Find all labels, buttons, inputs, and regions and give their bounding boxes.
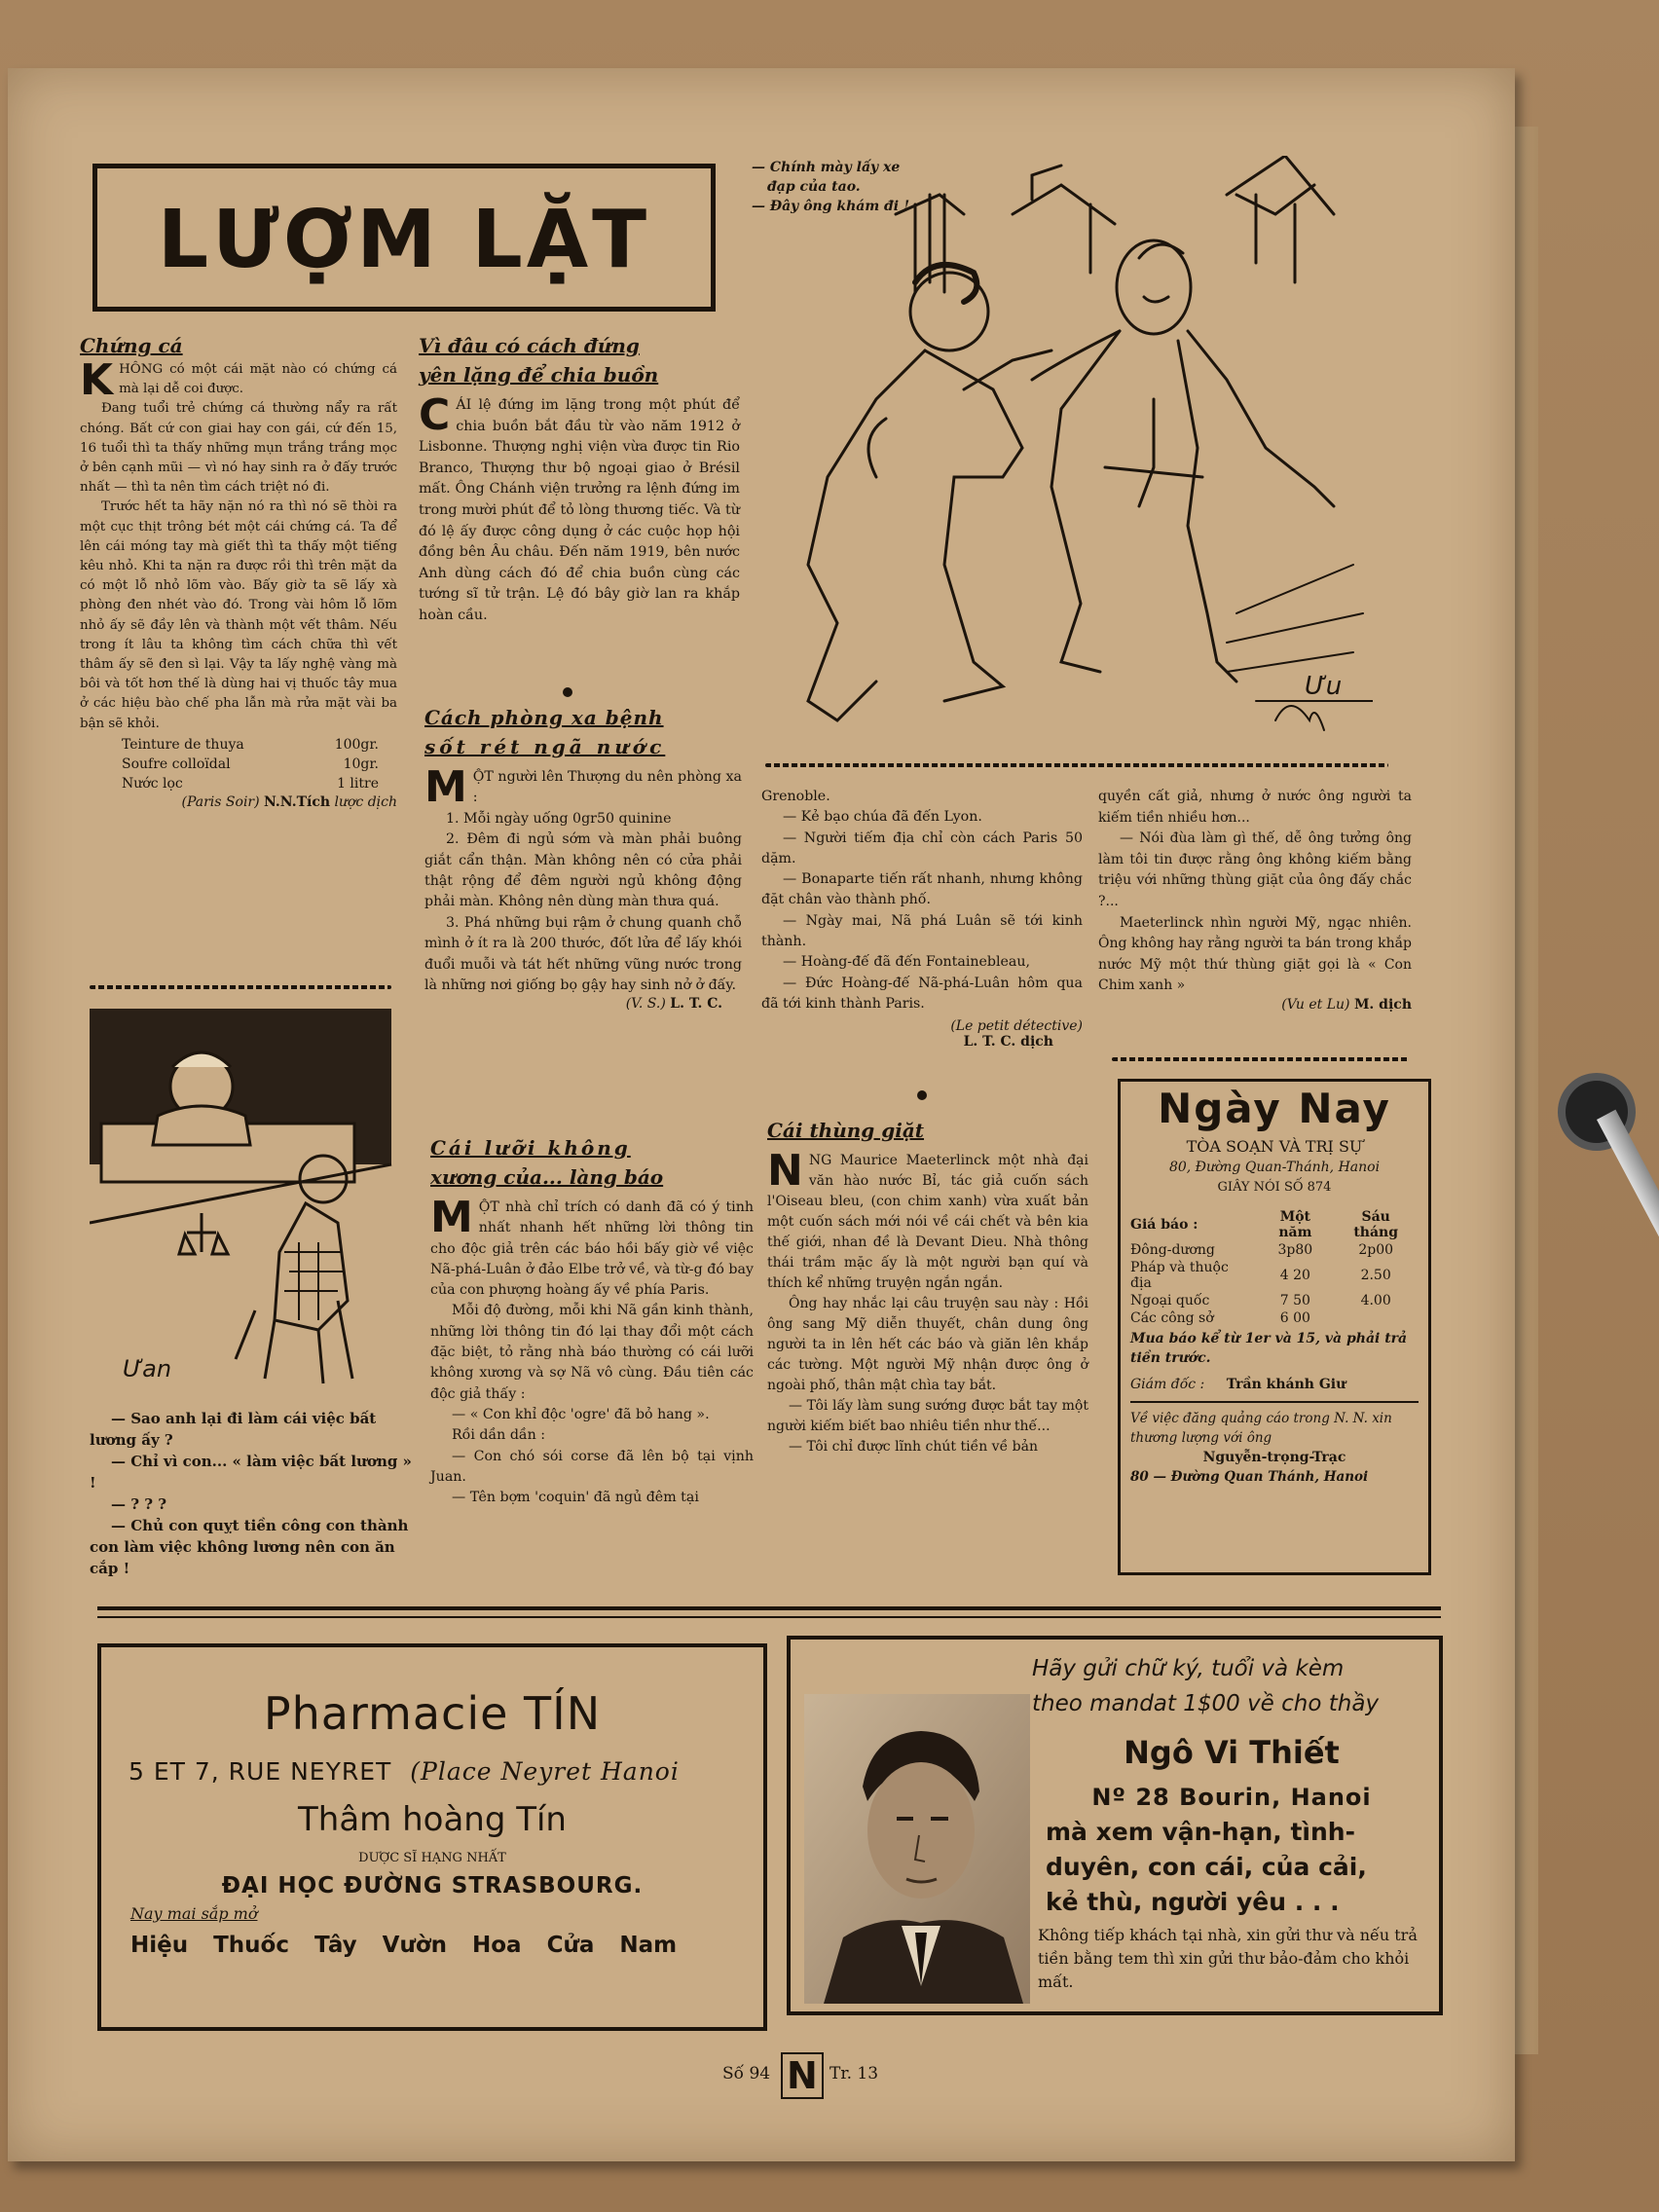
paragraph: Maeterlinck nhìn người Mỹ, ngạc nhiên. Ông không hay rằng người ta bán trong khắp nước Mỹ một thứ thùng giặt gọi là « Con Chim xanh » [1098,914,1412,994]
article-title: Cái thùng giặt [767,1119,925,1142]
dropcap: M [424,762,467,812]
paragraph: — « Con khỉ độc 'ogre' đã bỏ hang ». [452,1406,710,1422]
paragraph: Grenoble. [761,789,830,804]
paragraph: — Tôi chỉ được lĩnh chút tiền về bản [789,1439,1038,1455]
article-body [430,1193,754,1508]
service-line: mà xem vận-hạn, tình- [1046,1818,1355,1846]
paragraph: NG Maurice Maeterlinck một nhà đại văn hào nước Bỉ, tác giả cuốn sách l'Oiseau bleu, (con chim xanh) vừa xuất bản một cuốn sách mới nói về cái chết và bên kia thế giới, nhan đề là Devant Dieu. Nhà thông thái trầm mặc ấy là một người bạn quí và thích kể những truyện ngắn ngắn. [767,1153,1088,1291]
price-cell: 7 50 [1279,1293,1310,1309]
price-row [1126,1309,1419,1327]
source: (Le petit détective) [950,1018,1083,1035]
article-cai-luoi-continued [761,787,1083,1050]
ad-intro-line: Hãy gửi chữ ký, tuổi và kèm [1032,1656,1345,1681]
section-bullet [917,1090,927,1100]
article-title: xương của... làng báo [430,1165,664,1189]
pharmacie-ad [97,1643,767,2031]
price-row [1126,1259,1419,1292]
pharmacist-title: DƯỢC SĨ HẠNG NHẤT [358,1851,506,1865]
price-header [1126,1208,1419,1241]
director-name: Trần khánh Giư [1226,1377,1346,1392]
source: (Vu et Lu) [1281,996,1350,1013]
list-item: 3. Phá những bụi rậm ở chung quanh chỗ mình ở ít ra là 200 thước, đốt lửa để lấy khói đuổi muỗi và tát hết những vũng nước trong là những nơi giống bọ gậy hay sinh nở ở đấy. [424,914,742,994]
price-cell: Đông-dương [1130,1242,1215,1258]
bottom-separator [97,1606,1441,1610]
list-item: 2. Đêm đi ngủ sớm và màn phải buông giắt cẩn thận. Màn không nên có cửa phải thật rộng để đêm người ngủ không động phải màn. Không nên dùng màn thưa quá. [424,831,742,910]
phone-number: GIÂY NÓI SỐ 874 [1217,1180,1332,1195]
price-row [1126,1292,1419,1309]
cartoon-signature: Ưu [1305,672,1343,701]
article-body [1098,787,1412,997]
source: (Paris Soir) [181,793,260,810]
paragraph: — Ngày mai, Nã phá Luân sẽ tới kinh thành. [761,912,1083,950]
judge-signature: Ưan [123,1355,172,1382]
paragraph: HÔNG có một cái mặt nào có chứng cá mà lại dễ coi được. [119,362,397,397]
article-phong-benh [424,703,742,1012]
list-item: 1. Mỗi ngày uống 0gr50 quinine [446,810,672,827]
office-address: 80, Đường Quan-Thánh, Hanoi [1168,1160,1381,1175]
pharmacy-address-note: (Place Neyret Hanoi [410,1757,680,1786]
article-body [761,787,1083,1014]
pharmacist-school: ĐẠI HỌC ĐƯỜNG STRASBOURG. [221,1873,644,1899]
article-vi-dau [419,331,740,627]
paragraph: Ông hay nhắc lại câu truyện sau này : Hồi ông sang Mỹ diễn thuyết, chân dung ông người ta in lên hết các báo và giăn lên khắp các tường. Một người Mỹ nhận được ông ở ngoài phố, thân mật chìa tay bắt. [767,1296,1088,1393]
price-row [1126,1241,1419,1259]
ngay-nay-box [1118,1079,1431,1575]
director-label: Giám đốc : [1130,1377,1205,1392]
price-cell: Pháp và thuộc địa [1130,1260,1229,1291]
dropcap: M [430,1193,473,1242]
office-label: TÒA SOẠN VÀ TRỊ SỰ [1186,1137,1363,1156]
paragraph: ỘT nhà chỉ trích có danh đã có ý tinh nhất nhanh hết những lời thông tin cho độc giả trên các báo hồi bấy giờ về việc Nã-phá-Luân ở đảo Elbe trở về, và từ-g đó bay của con phượng hoàng ấy về phía Paris. [430,1199,754,1299]
paragraph: Đang tuổi trẻ chứng cá thường nẩy ra rất chóng. Bất cứ con giai hay con gái, cứ đến 15, 16 tuổi thì ta thấy những mụn trắng trắng mọc ở bên cạnh mũi — vì nó hay sinh ra ở đấy trước nhất — thì ta nên tìm cách triệt nó đi. [80,401,397,496]
author: M. dịch [1353,996,1412,1013]
fortune-teller-ad [787,1636,1443,2015]
article-title: Chứng cá [80,334,183,357]
article-byline [1098,997,1412,1013]
article-thung-giat-continued [1098,787,1412,1013]
judge-cartoon [90,1009,396,1388]
price-table [1126,1208,1419,1327]
paragraph: ỘT người lên Thượng du nên phòng xa : [472,769,742,806]
price-header-cell: Một năm [1278,1209,1312,1240]
bottom-separator [97,1616,1441,1618]
article-title: Vì đâu có cách đứng [419,334,640,357]
article-title: yên lặng để chia buồn [419,363,659,387]
ad-note: Không tiếp khách tại nhà, xin gửi thư và nếu trả tiền bằng tem thì xin gửi thư bảo-đảm cho khỏi mất. [1038,1926,1418,1991]
paragraph: Rồi dần dần : [452,1427,546,1444]
paragraph: — Hoàng-đế đã đến Fontainebleau, [783,954,1031,971]
article-thung-giat [767,1116,1088,1457]
price-cell [1333,1309,1419,1327]
recipe-row [121,736,380,754]
price-cell: 6 00 [1279,1310,1310,1326]
ad-address: 80 — Đường Quan Thánh, Hanoi [1130,1469,1369,1485]
portrait-photo [804,1694,1030,2004]
price-cell: Ngoại quốc [1130,1293,1210,1309]
paragraph: — Con chó sói corse đã lên bộ tại vịnh Juan. [430,1448,754,1485]
caption-line: — Đây ông khám đi ! [752,199,910,214]
recipe-row [121,775,380,793]
service-line: duyên, con cái, của cải, [1046,1853,1367,1881]
author: L. T. C. dịch [963,1034,1053,1051]
article-body [419,390,740,627]
recipe-qty: 1 litre [337,775,379,792]
price-header-cell: Giá báo : [1130,1217,1198,1233]
paragraph: — Người tiếm địa chỉ còn cách Paris 50 dặm. [761,830,1083,866]
recipe-table [119,734,382,794]
judge-dialogue [90,1408,417,1579]
ngay-nay-logo: N [781,2052,824,2099]
subscribe-note: Mua báo kể từ 1er và 15, và phải trả tiền trước. [1130,1331,1408,1366]
dialogue-line: — Chủ con quỵt tiền công con thành con làm việc không lương nên con ăn cắp ! [90,1517,409,1577]
article-body [767,1146,1088,1457]
ad-intro [1032,1651,1431,1721]
caption-line: — Chính mày lấy xe [752,160,901,175]
article-body [424,762,742,996]
article-byline [80,794,397,810]
pharmacy-name: Pharmacie TÍN [263,1687,602,1740]
paragraph: — Nói đùa làm gì thế, dễ ông tưởng ông làm tôi tin được rằng ông không kiếm bằng triệu với những thùng giặt của ông đấy chắc ?... [1098,830,1412,909]
paragraph: Mỗi độ đường, mỗi khi Nã gần kinh thành, những lời thông tin đó lại thay đổi một cách đặc biệt, tỏ rằng nhà báo thường có cái lưỡi không xương và sợ Nã vô cùng. Đầu tiên các độc giả thấy : [430,1303,754,1402]
dropcap: K [80,355,114,405]
page-number: Tr. 13 [830,2064,879,2083]
recipe-name: Teinture de thuya [122,736,244,753]
paragraph: quyền cất giả, nhưng ở nước ông người ta kiếm tiền nhiều hơn... [1098,789,1412,826]
director-line [1130,1374,1419,1395]
cartoon-illustration [769,156,1373,750]
branch-name: Hiệu Thuốc Tây Vườn Hoa Cửa Nam [130,1933,678,1958]
paragraph: — Bonaparte tiến rất nhanh, nhưng không đặt chân vào thành phố. [761,871,1083,908]
masthead-box [92,164,716,312]
byline-note: lược dịch [334,793,397,810]
price-cell: 2.50 [1360,1268,1391,1283]
paragraph: Trước hết ta hãy nặn nó ra thì nó sẽ thòi ra một cục thịt trông bét một cái chứng cá. Ta để lên cái móng tay mà giết thì ta thấy một tiếng kêu nhỏ. Khi ta nặn ra được rồi thì trên mặt da có một lỗ nhỏ lõm vào. Bấy giờ ta sẽ lấy xà phòng đen nhét vào đó. Trong vài hôm lỗ lõm nhỏ ấy sẽ đầy lên và thành một vết thâm. Nếu trong ít lâu ta không tìm cách chữa thì vết thâm ấy sẽ đen sì lại. Vậy ta lấy nghệ vàng mà bôi và tốt hơn thế là dùng hai vị thuốc tây mua ở các hiệu bào chế pha lẫn mà rửa mặt vài ba bận sẽ khỏi. [80,499,397,731]
ngay-nay-title: Ngày Nay [1158,1085,1391,1132]
service-line: kẻ thù, người yêu . . . [1046,1888,1340,1916]
article-title: Cái lưỡi không [430,1136,631,1160]
dropcap: C [419,390,451,440]
paragraph: — Tên bợm 'coquin' đã ngủ đêm tại [452,1490,699,1506]
price-cell: 4 20 [1279,1268,1310,1283]
services [1046,1815,1435,1920]
column-divider [765,763,1388,767]
pharmacist-name: Thâm hoàng Tín [298,1800,567,1839]
caption-line: đạp của tao. [767,179,861,195]
issue-number: Số 94 [722,2064,771,2083]
article-byline [424,996,722,1012]
recipe-qty: 100gr. [334,736,379,753]
price-cell: 2p00 [1358,1242,1394,1258]
opening-soon: Nay mai sắp mở [130,1904,258,1923]
dialogue-line: — ? ? ? [111,1495,167,1513]
dialogue-line: — Sao anh lại đi làm cái việc bất lương ấy ? [90,1410,377,1449]
paragraph: — Kẻ bạo chúa đã đến Lyon. [783,809,982,826]
dropcap: N [767,1146,803,1196]
article-chung-ca [80,331,397,810]
recipe-row [121,756,380,773]
section-bullet [563,687,572,697]
ad-contact: Nguyễn-trọng-Trạc [1202,1450,1346,1465]
pharmacy-address-line [129,1754,763,1789]
price-header-cell: Sáu tháng [1353,1209,1399,1240]
article-title: sốt rét ngã nước [424,735,666,758]
recipe-qty: 10gr. [343,756,379,772]
fortune-teller-name: Ngô Vi Thiết [1124,1734,1340,1771]
price-cell: Các công sở [1130,1310,1214,1326]
author: N.N.Tích [264,793,331,810]
page-footer [722,2054,898,2097]
price-cell: 3p80 [1277,1242,1313,1258]
paragraph: ÁI lệ đứng im lặng trong một phút để chia buồn bắt đầu từ vào năm 1912 ở Lisbonne. Thượng nghị viện vừa được tin Rio Branco, Thượng thư bộ ngoại giao ở Brésil mất. Ông Chánh viện trưởng ra lệnh đứng im trong mười phút để tỏ lòng thương tiếc. Và từ đó lệ ấy được công dụng ở các cuộc họp hội đồng bên Âu châu. Đến năm 1919, bên nước Anh dùng cách đó để chia buồn cùng các tướng sĩ tử trận. Lệ đó bây giờ lan ra khắp hoàn cầu. [419,397,740,623]
fortune-teller-address: Nº 28 Bourin, Hanoi [1091,1784,1372,1811]
price-cell: 4.00 [1360,1293,1391,1309]
source: (V. S.) [625,996,666,1013]
ad-note: Về việc đăng quảng cáo trong N. N. xin thương lượng với ông [1130,1411,1392,1446]
paragraph: — Đức Hoàng-đế Nã-phá-Luân hôm qua đã tới kinh thành Paris. [761,975,1083,1012]
recipe-name: Nước lọc [122,775,183,792]
article-cai-luoi [430,1133,754,1508]
dialogue-line: — Chỉ vì con... « làm việc bất lương » ! [90,1453,412,1492]
pharmacy-address: 5 ET 7, RUE NEYRET [129,1757,392,1786]
column-divider [1112,1057,1410,1061]
box-divider [1130,1401,1419,1403]
paragraph: — Tôi lấy làm sung sướng được bắt tay một người kiếm biết bao nhiêu tiền như thế... [767,1398,1088,1434]
article-body [80,355,397,734]
column-divider [90,985,391,989]
author: L. T. C. [670,996,722,1013]
recipe-name: Soufre colloïdal [122,756,231,772]
ad-intro-line: theo mandat 1$00 về cho thầy [1032,1691,1380,1716]
masthead-title: LƯỢM LẶT [157,194,651,286]
article-title: Cách phòng xa bệnh [424,706,664,729]
